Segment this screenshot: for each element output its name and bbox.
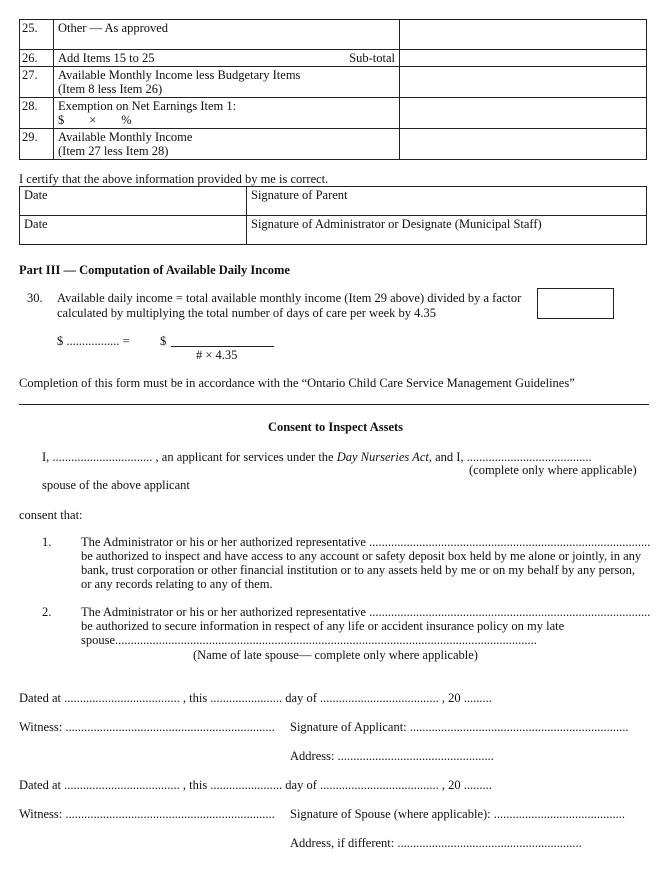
amount-cell[interactable] [400,67,647,98]
item-description [54,98,400,129]
item-number: 30. [27,291,43,305]
table-row [20,20,647,50]
daily-income-box[interactable] [537,288,614,319]
consent-item2-line2: be authorized to secure information in respect of any life or accident insurance policy on my late [81,619,565,633]
applicant-line-suffix: , and I, ........................................ [428,450,592,464]
consent-item1-line1: The Administrator or his or her authorized representative .......................................................................................... [81,535,651,549]
completion-note: Completion of this form must be in accordance with the “Ontario Child Care Service Management Guidelines” [19,376,575,390]
amount-cell[interactable] [400,98,647,129]
item-label: Available Monthly Income [58,130,193,144]
consent-that: consent that: [19,508,83,522]
late-spouse-note: (Name of late spouse— complete only where applicable) [193,648,478,662]
consent-item-number: 1. [42,535,52,549]
applicable-note: (complete only where applicable) [469,463,637,477]
witness-line[interactable]: Witness: ................................................................... [19,807,275,821]
amount-cell[interactable] [400,50,647,67]
parent-signature-cell[interactable]: Signature of Parent [247,187,647,216]
consent-item2-line3: spouse....................................................................................................................................... [81,633,537,647]
item-sublabel: (Item 27 less Item 28) [58,144,169,158]
consent-item2-line1: The Administrator or his or her authorized representative .......................................................................................... [81,605,651,619]
consent-title: Consent to Inspect Assets [267,420,404,434]
item-number: 25. [20,20,54,50]
item-number: 29. [20,129,54,160]
item-description [54,20,400,50]
applicant-line-prefix: I, ................................ , an applicant for services under the [42,450,337,464]
formula-right: $ [160,334,167,348]
item-number: 27. [20,67,54,98]
item-number: 28. [20,98,54,129]
administrator-signature-cell[interactable]: Signature of Administrator or Designate (Municipal Staff) [247,216,647,245]
table-row [20,98,647,129]
address-if-different-line[interactable]: Address, if different: ........................................................... [290,836,582,850]
witness-line[interactable]: Witness: ................................................................... [19,720,275,734]
table-row [20,50,647,67]
formula-fraction-line [171,346,274,347]
item-number: 26. [20,50,54,67]
consent-item1-line2: be authorized to inspect and have access to any account or safety deposit box held by me alone or jointly, in any [81,549,642,563]
applicant-signature-line[interactable]: Signature of Applicant: ...................................................................... [290,720,629,734]
items-table [19,19,647,160]
item-label: Add Items 15 to 25 [58,51,155,65]
date-cell[interactable]: Date [20,187,247,216]
item-label: Exemption on Net Earnings Item 1: [58,99,237,113]
amount-cell[interactable] [400,129,647,160]
formula-left: $ ................. = [57,334,130,348]
item-label: Available Monthly Income less Budgetary Items [58,68,301,82]
table-row [20,67,647,98]
table-row [20,216,647,245]
formula-denominator: # × 4.35 [196,348,238,362]
dated-at-line[interactable]: Dated at ..................................... , this ....................... day of ...................................... , 20 ......... [19,778,492,792]
address-line[interactable]: Address: .................................................. [290,749,494,763]
item-description [54,67,400,98]
part3-heading: Part III — Computation of Available Daily Income [19,263,290,277]
section-divider [19,404,649,405]
subtotal-label: Sub-total [349,51,395,65]
consent-item1-line4: or any records relating to any of them. [81,577,273,591]
dated-at-line[interactable]: Dated at ..................................... , this ....................... day of ...................................... , 20 ......... [19,691,492,705]
certification-table [19,186,647,245]
date-cell[interactable]: Date [20,216,247,245]
table-row [20,129,647,160]
item-description [54,129,400,160]
item30-line2: calculated by multiplying the total number of days of care per week by 4.35 [57,306,437,320]
item-label: Other — As approved [58,21,169,35]
consent-item-number: 2. [42,605,52,619]
spouse-line: spouse of the above applicant [42,478,190,492]
consent-item1-line3: bank, trust corporation or other financial institution or to any assets held by me or on my behalf by any person, [81,563,636,577]
act-name: Day Nurseries Act [336,450,429,464]
item-sublabel: $ × % [58,113,132,127]
table-row [20,187,647,216]
spouse-signature-line[interactable]: Signature of Spouse (where applicable): .......................................... [290,807,626,821]
item30-line1: Available daily income = total available monthly income (Item 29 above) divided by a factor [57,291,522,305]
item-description [54,50,400,67]
certify-statement: I certify that the above information provided by me is correct. [19,172,329,186]
item-sublabel: (Item 8 less Item 26) [58,82,163,96]
amount-cell[interactable] [400,20,647,50]
